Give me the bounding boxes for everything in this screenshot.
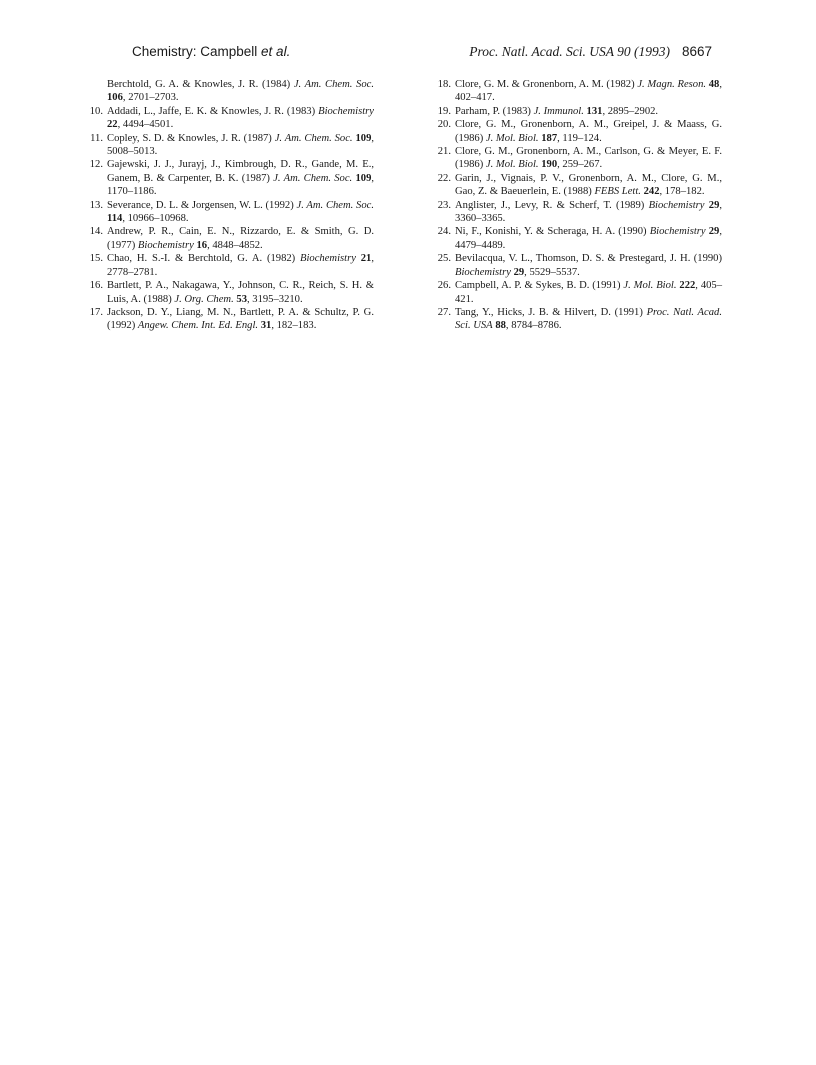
reference-authors: Addadi, L., Jaffe, E. K. & Knowles, J. R. (1983) xyxy=(107,105,319,117)
reference-number: 25. xyxy=(437,253,451,265)
reference-entry xyxy=(430,252,722,279)
reference-authors: Ni, F., Konishi, Y. & Scheraga, H. A. (1990) xyxy=(455,226,650,238)
reference-text xyxy=(107,252,374,279)
reference-volume: 114 xyxy=(107,213,123,225)
reference-authors: Berchtold, G. A. & Knowles, J. R. (1984) xyxy=(107,79,294,90)
reference-number: 11. xyxy=(90,132,103,144)
reference-entry xyxy=(430,118,722,145)
reference-source: J. Mol. Biol. xyxy=(485,159,539,171)
reference-source: Angew. Chem. Int. Ed. Engl. xyxy=(137,320,259,332)
reference-authors: Bevilacqua, V. L., Thomson, D. S. & Prestegard, J. H. (1990) xyxy=(455,253,722,265)
reference-number: 18. xyxy=(437,79,451,90)
reference-text xyxy=(455,105,722,118)
reference-volume: 106 xyxy=(107,92,123,104)
reference-pages: , 259–267. xyxy=(557,159,603,171)
references-left-column xyxy=(82,78,374,333)
reference-entry xyxy=(430,225,722,252)
reference-authors: Severance, D. L. & Jorgensen, W. L. (1992) xyxy=(107,199,297,211)
reference-source: J. Immunol. xyxy=(533,105,584,117)
reference-volume: 190 xyxy=(541,159,558,171)
reference-text xyxy=(107,279,374,306)
reference-source: FEBS Lett. xyxy=(594,186,641,198)
reference-text xyxy=(455,78,722,105)
reference-source: Biochemistry xyxy=(300,253,356,265)
reference-pages: , 3360–3365. xyxy=(455,199,723,225)
reference-entry xyxy=(430,279,722,306)
reference-text xyxy=(455,279,722,306)
reference-volume: 29 xyxy=(513,266,525,278)
reference-text xyxy=(107,158,374,198)
reference-pages: , 119–124. xyxy=(557,132,602,144)
reference-pages: , 178–182. xyxy=(659,186,705,198)
reference-pages: , 3195–3210. xyxy=(246,293,303,305)
reference-pages: , 5529–5537. xyxy=(524,266,580,278)
reference-source: J. Mol. Biol. xyxy=(623,280,677,292)
reference-entry xyxy=(430,105,722,118)
reference-text xyxy=(455,306,722,333)
reference-entry xyxy=(430,78,722,105)
reference-volume: 242 xyxy=(643,186,660,198)
reference-authors: Chao, H. S.-I. & Berchtold, G. A. (1982) xyxy=(107,253,301,265)
reference-source: J. Org. Chem. xyxy=(174,293,234,305)
reference-pages: , 2701–2703. xyxy=(122,92,179,104)
reference-text xyxy=(107,306,374,333)
reference-pages: , 402–417. xyxy=(455,79,722,104)
reference-entry xyxy=(82,252,374,279)
reference-source: Biochemistry xyxy=(649,226,706,238)
reference-entry xyxy=(430,172,722,199)
reference-entry xyxy=(82,279,374,306)
reference-text xyxy=(455,145,722,172)
reference-source: J. Am. Chem. Soc. xyxy=(274,132,353,144)
reference-authors: Jackson, D. Y., Liang, M. N., Bartlett, P. A. & Schultz, P. G. (1992) xyxy=(107,306,374,332)
reference-volume: 31 xyxy=(260,320,272,332)
reference-entry xyxy=(430,199,722,226)
reference-authors: Copley, S. D. & Knowles, J. R. (1987) xyxy=(107,132,275,144)
reference-authors: Tang, Y., Hicks, J. B. & Hilvert, D. (1991) xyxy=(455,306,647,318)
reference-volume: 29 xyxy=(708,226,720,238)
reference-authors: Garin, J., Vignais, P. V., Gronenborn, A. M., Clore, G. M., Gao, Z. & Baeuerlein, E. (1988) xyxy=(455,172,722,198)
reference-source: J. Am. Chem. Soc. xyxy=(296,199,375,211)
reference-pages: , 1170–1186. xyxy=(107,172,375,198)
reference-source: J. Magn. Reson. xyxy=(637,79,707,90)
reference-text xyxy=(107,132,374,159)
reference-entry xyxy=(430,306,722,333)
reference-text xyxy=(107,225,374,252)
reference-pages: , 2778–2781. xyxy=(107,253,374,278)
reference-authors: Clore, G. M. & Gronenborn, A. M. (1982) xyxy=(455,79,638,90)
reference-text xyxy=(455,225,722,252)
reference-number: 22. xyxy=(437,172,451,184)
reference-volume: 22 xyxy=(107,119,118,131)
header-section-label: Chemistry: Campbell xyxy=(132,44,262,59)
reference-pages: , 4848–4852. xyxy=(207,239,263,251)
reference-entry xyxy=(430,145,722,172)
reference-source: Biochemistry xyxy=(318,105,374,117)
reference-authors: Bartlett, P. A., Nakagawa, Y., Johnson, C. R., Reich, S. H. & Luis, A. (1988) xyxy=(107,280,374,305)
reference-volume: 109 xyxy=(355,172,372,184)
reference-entry xyxy=(82,225,374,252)
references-right-column xyxy=(430,78,722,333)
reference-source: J. Mol. Biol. xyxy=(485,132,539,144)
reference-entry xyxy=(82,105,374,132)
reference-volume: 53 xyxy=(236,293,247,305)
reference-number: 21. xyxy=(437,146,451,158)
reference-number: 12. xyxy=(89,159,103,171)
reference-volume: 187 xyxy=(541,132,558,144)
reference-number: 27. xyxy=(437,306,451,318)
header-etal: et al. xyxy=(261,44,291,59)
header-journal-info xyxy=(469,44,712,60)
reference-number: 26. xyxy=(437,280,451,292)
reference-authors: Gajewski, J. J., Jurayj, J., Kimbrough, D. R., Gande, M. E., Ganem, B. & Carpenter, B. K. (1987) xyxy=(107,159,374,184)
reference-volume: 222 xyxy=(679,280,696,292)
reference-number: 20. xyxy=(437,119,451,131)
reference-number: 19. xyxy=(437,105,451,117)
reference-source: J. Am. Chem. Soc. xyxy=(293,79,375,90)
reference-volume: 109 xyxy=(355,132,372,144)
reference-source: Biochemistry xyxy=(455,266,511,278)
reference-volume: 16 xyxy=(196,239,208,251)
page-number: 8667 xyxy=(681,44,712,59)
reference-number: 13. xyxy=(89,199,103,211)
reference-authors: Clore, G. M., Gronenborn, A. M., Greipel, J. & Maass, G. (1986) xyxy=(455,119,722,144)
reference-volume: 131 xyxy=(586,105,603,117)
reference-number: 17. xyxy=(89,306,103,318)
reference-authors: Andrew, P. R., Cain, E. N., Rizzardo, E. & Smith, G. D. (1977) xyxy=(107,226,374,251)
reference-text xyxy=(455,118,722,145)
reference-pages: , 4494–4501. xyxy=(117,119,174,131)
reference-number: 15. xyxy=(89,253,103,265)
reference-pages: , 8784–8786. xyxy=(505,320,562,332)
reference-authors: Clore, G. M., Gronenborn, A. M., Carlson, G. & Meyer, E. F. (1986) xyxy=(455,146,722,171)
reference-source: Biochemistry xyxy=(137,239,194,251)
reference-number: 23. xyxy=(437,199,451,211)
reference-source: Biochemistry xyxy=(648,199,705,211)
running-header xyxy=(132,44,712,64)
reference-source: J. Am. Chem. Soc. xyxy=(273,172,353,184)
reference-volume: 21 xyxy=(360,253,372,265)
reference-number: 14. xyxy=(89,226,103,238)
header-journal: Proc. Natl. Acad. Sci. USA 90 (1993) xyxy=(469,44,670,59)
reference-volume: 88 xyxy=(495,320,506,332)
reference-text xyxy=(107,105,374,132)
reference-entry xyxy=(82,132,374,159)
reference-text xyxy=(455,252,722,279)
reference-entry xyxy=(82,158,374,198)
reference-authors: Anglister, J., Levy, R. & Scherf, T. (1989) xyxy=(455,199,649,211)
reference-authors: Campbell, A. P. & Sykes, B. D. (1991) xyxy=(455,280,624,292)
reference-source: Proc. Natl. Acad. Sci. USA xyxy=(455,306,722,332)
reference-pages: , 2895–2902. xyxy=(602,105,659,117)
reference-pages: , 405–421. xyxy=(455,280,723,305)
reference-text xyxy=(107,78,374,105)
reference-text xyxy=(455,172,722,199)
reference-entry xyxy=(82,78,374,105)
reference-entry xyxy=(82,199,374,226)
reference-number: 16. xyxy=(89,280,103,292)
reference-authors: Parham, P. (1983) xyxy=(455,105,534,117)
reference-text xyxy=(455,199,722,226)
reference-number: 10. xyxy=(89,105,103,117)
reference-number: 24. xyxy=(437,226,451,238)
reference-pages: , 182–183. xyxy=(271,320,317,332)
header-section-title xyxy=(132,44,290,59)
reference-text xyxy=(107,199,374,226)
reference-pages: , 5008–5013. xyxy=(107,132,375,158)
reference-pages: , 4479–4489. xyxy=(455,226,722,251)
reference-volume: 29 xyxy=(708,199,720,211)
reference-volume: 48 xyxy=(708,79,720,90)
reference-entry xyxy=(82,306,374,333)
reference-pages: , 10966–10968. xyxy=(122,213,189,225)
